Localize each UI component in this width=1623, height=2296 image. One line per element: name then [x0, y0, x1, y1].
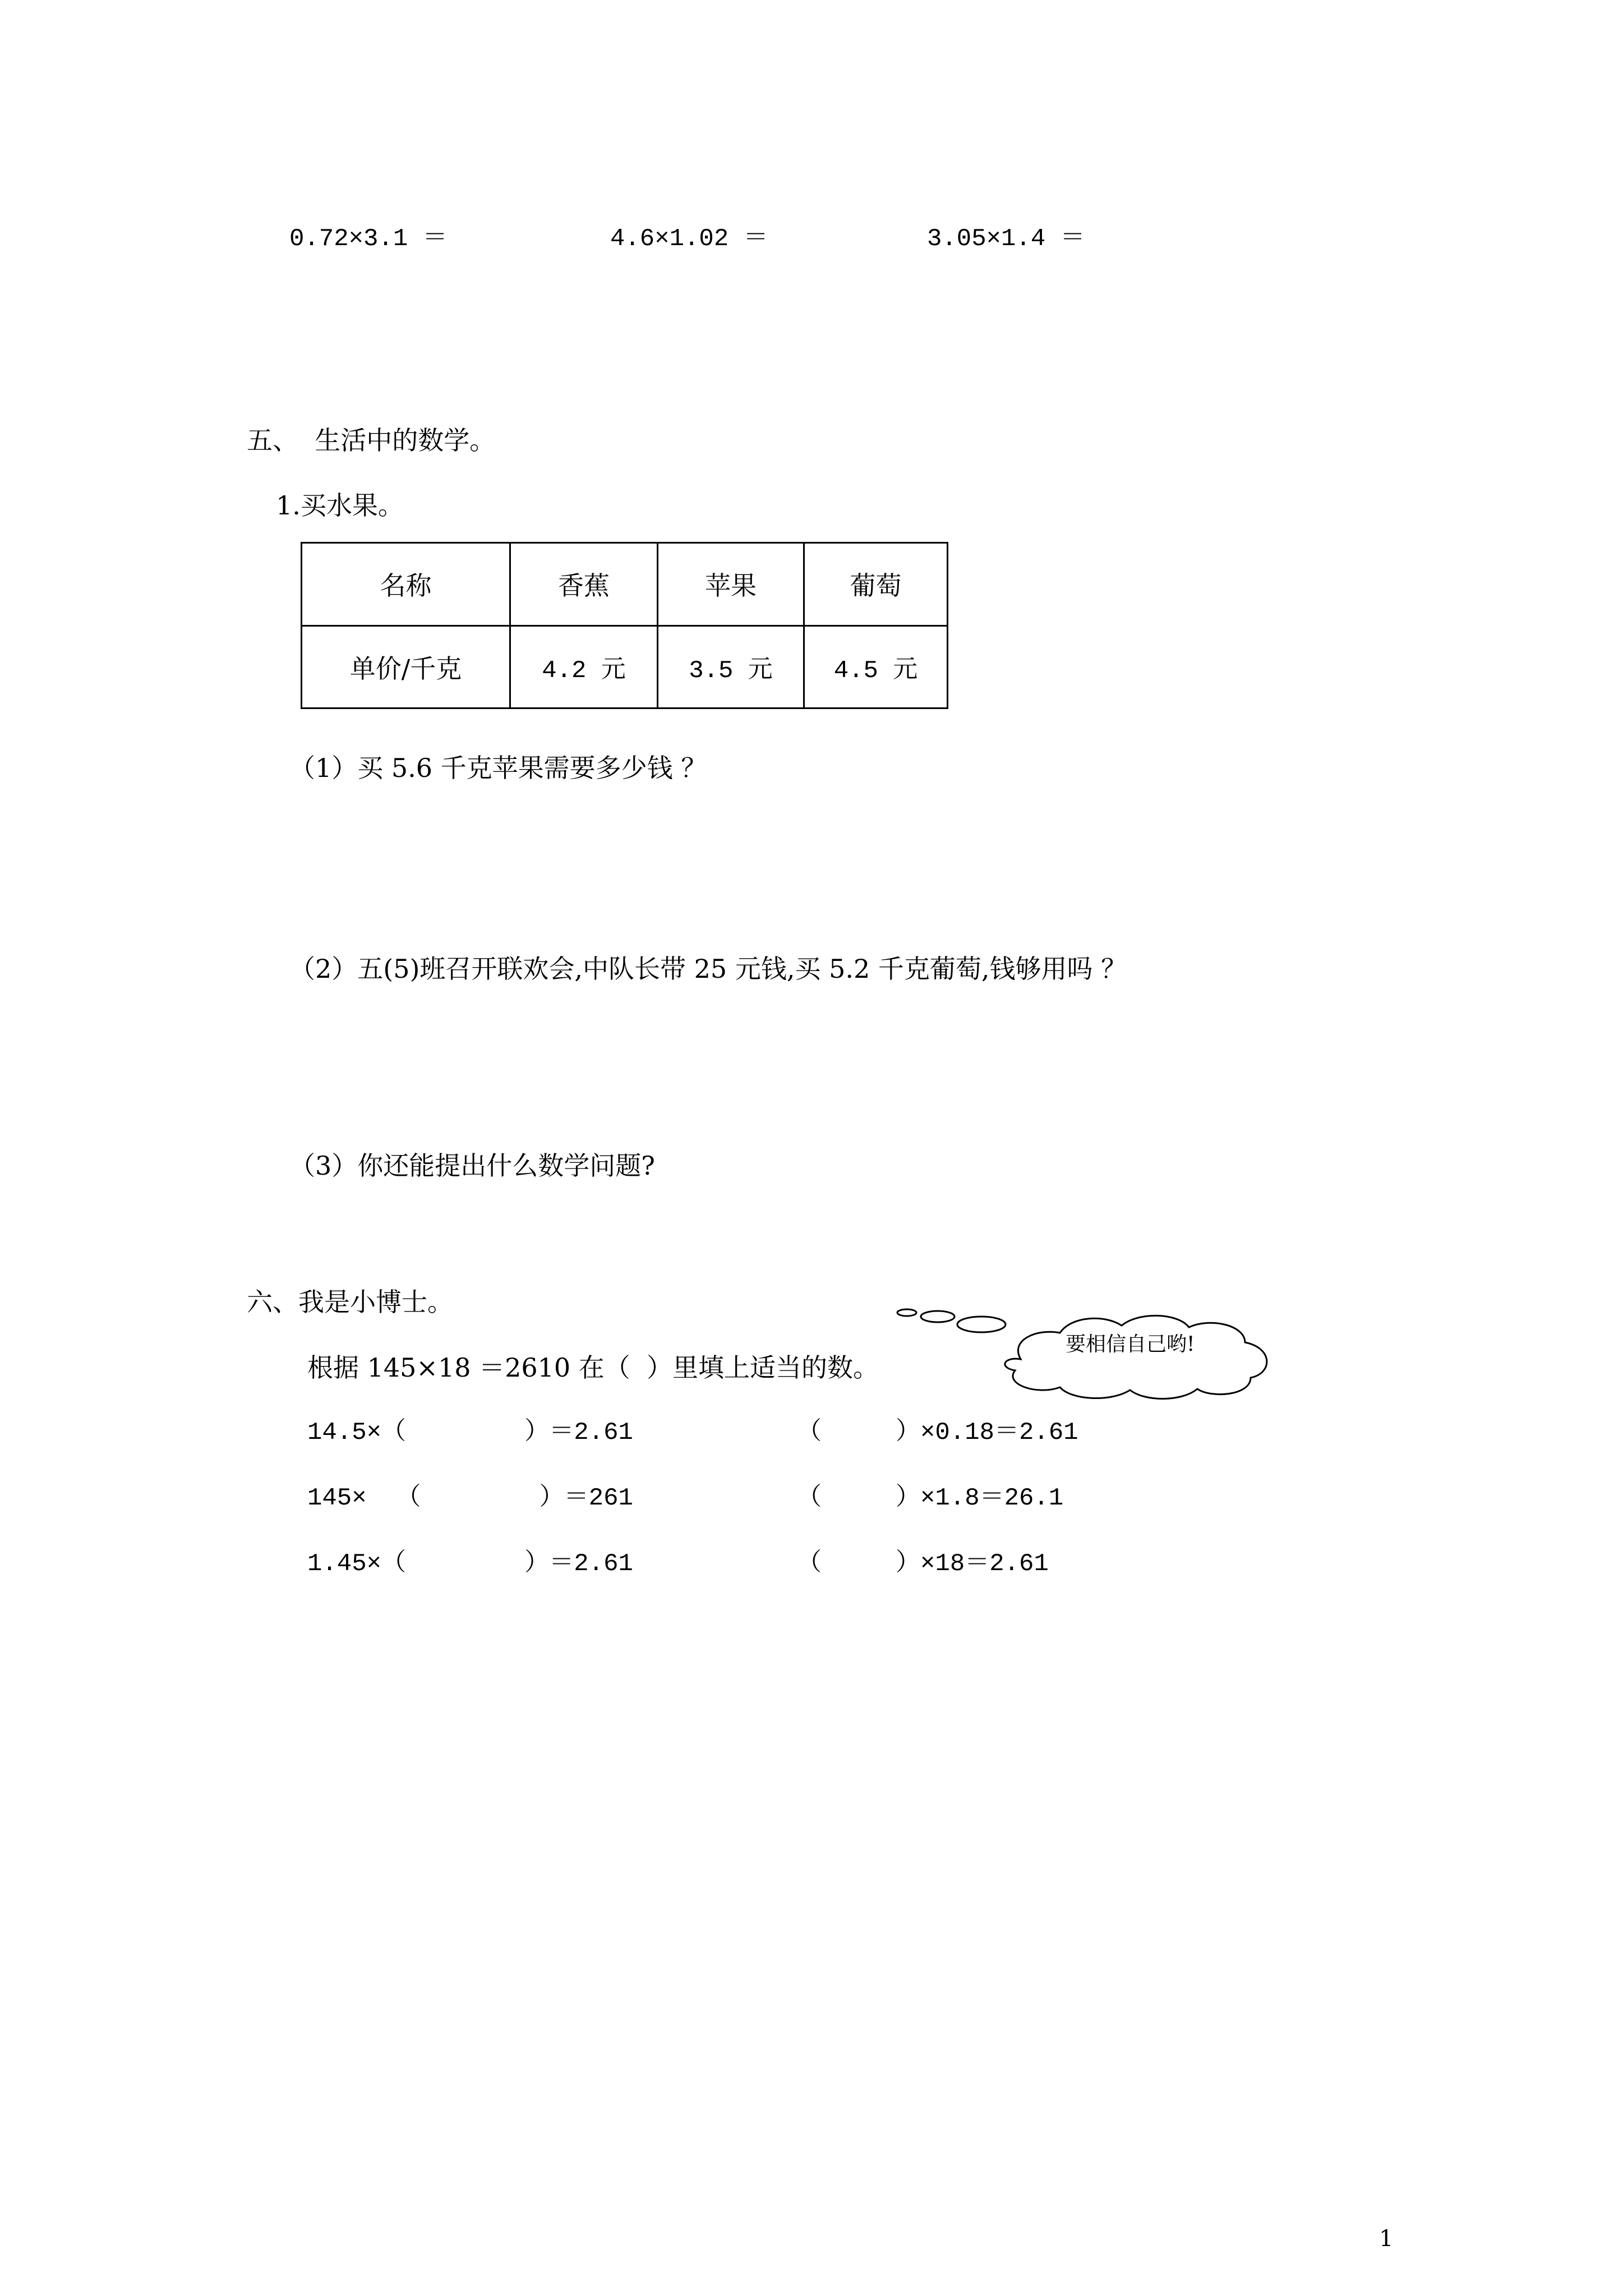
question-2: （2）五(5)班召开联欢会,中队长带 25 元钱,买 5.2 千克葡萄,钱够用吗 ？ — [289, 954, 1127, 984]
fruit-price-table — [301, 542, 948, 709]
fill-item-left-1: 14.5×（ ）＝2.61 — [307, 1419, 633, 1447]
calc-item-3: 3.05×1.4 ＝ — [927, 225, 1085, 253]
table-cell: 苹果 — [658, 543, 804, 626]
table-cell: 4.5 元 — [804, 625, 948, 708]
page-number: 1 — [1379, 2226, 1394, 2252]
table-cell: 香蕉 — [510, 543, 658, 626]
table-header-row — [302, 543, 948, 626]
fill-item-right-3: （ ）×18＝2.61 — [797, 1550, 1049, 1578]
fill-item-left-2: 145× （ ）＝261 — [307, 1484, 633, 1512]
section-5-title: 五、 生活中的数学。 — [247, 425, 496, 455]
section-6-title: 六、我是小博士。 — [247, 1287, 453, 1317]
table-cell: 4.2 元 — [510, 625, 658, 708]
bubble-text: 要相信自己哟! — [1066, 1333, 1195, 1356]
question-1: （1）买 5.6 千克苹果需要多少钱 ？ — [289, 753, 707, 783]
fill-item-right-1: （ ）×0.18＝2.61 — [797, 1419, 1078, 1447]
table-cell: 3.5 元 — [658, 625, 804, 708]
table-cell: 名称 — [302, 543, 510, 626]
table-cell: 单价/千克 — [302, 625, 510, 708]
instruction-text: 根据 145×18 ＝2610 在（ ）里填上适当的数。 — [307, 1352, 879, 1383]
question-3: （3）你还能提出什么数学问题? — [289, 1151, 655, 1181]
calc-item-2: 4.6×1.02 ＝ — [610, 225, 768, 253]
fill-item-right-2: （ ）×1.8＝26.1 — [797, 1484, 1064, 1512]
fill-item-left-3: 1.45×（ ）＝2.61 — [307, 1550, 633, 1578]
table-cell: 葡萄 — [804, 543, 948, 626]
calc-item-1: 0.72×3.1 ＝ — [289, 225, 448, 253]
table-row — [302, 625, 948, 708]
subsection-1-title: 1.买水果。 — [276, 490, 404, 521]
